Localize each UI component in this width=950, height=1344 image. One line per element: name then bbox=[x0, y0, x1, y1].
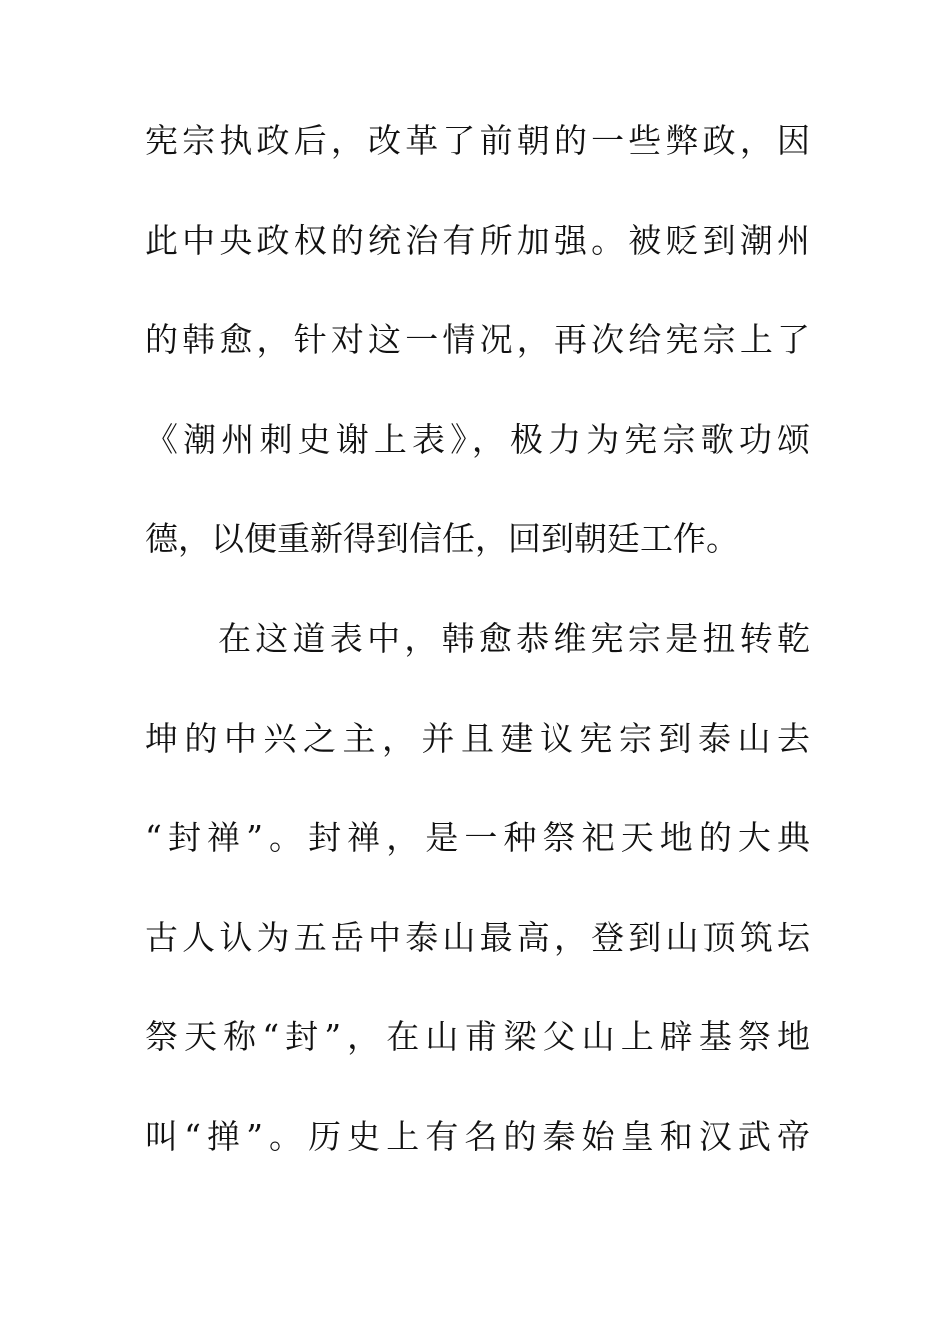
text-line: “封禅”。封禅，是一种祭祀天地的大典 bbox=[145, 818, 810, 858]
text-line: 叫“掸”。历史上有名的秦始皇和汉武帝 bbox=[145, 1116, 810, 1156]
text-line: 宪宗执政后，改革了前朝的一些弊政，因 bbox=[145, 121, 810, 160]
body-text bbox=[145, 123, 810, 1219]
text-line: 祭天称“封”，在山甫梁父山上辟基祭地 bbox=[145, 1017, 810, 1057]
text-line: 古人认为五岳中泰山最高，登到山顶筑坛 bbox=[145, 917, 810, 957]
text-line: 坤的中兴之主，并且建议宪宗到泰山去 bbox=[145, 718, 810, 758]
text-line: 在这道表中，韩愈恭维宪宗是扭转乾 bbox=[218, 618, 810, 658]
text-line: 德，以便重新得到信任，回到朝廷工作。 bbox=[145, 519, 739, 559]
text-line: 的韩愈，针对这一情况，再次给宪宗上了 bbox=[145, 320, 810, 360]
text-line: 《潮州刺史谢上表》，极力为宪宗歌功颂 bbox=[145, 419, 810, 459]
text-line: 此中央政权的统治有所加强。被贬到潮州 bbox=[145, 220, 810, 260]
